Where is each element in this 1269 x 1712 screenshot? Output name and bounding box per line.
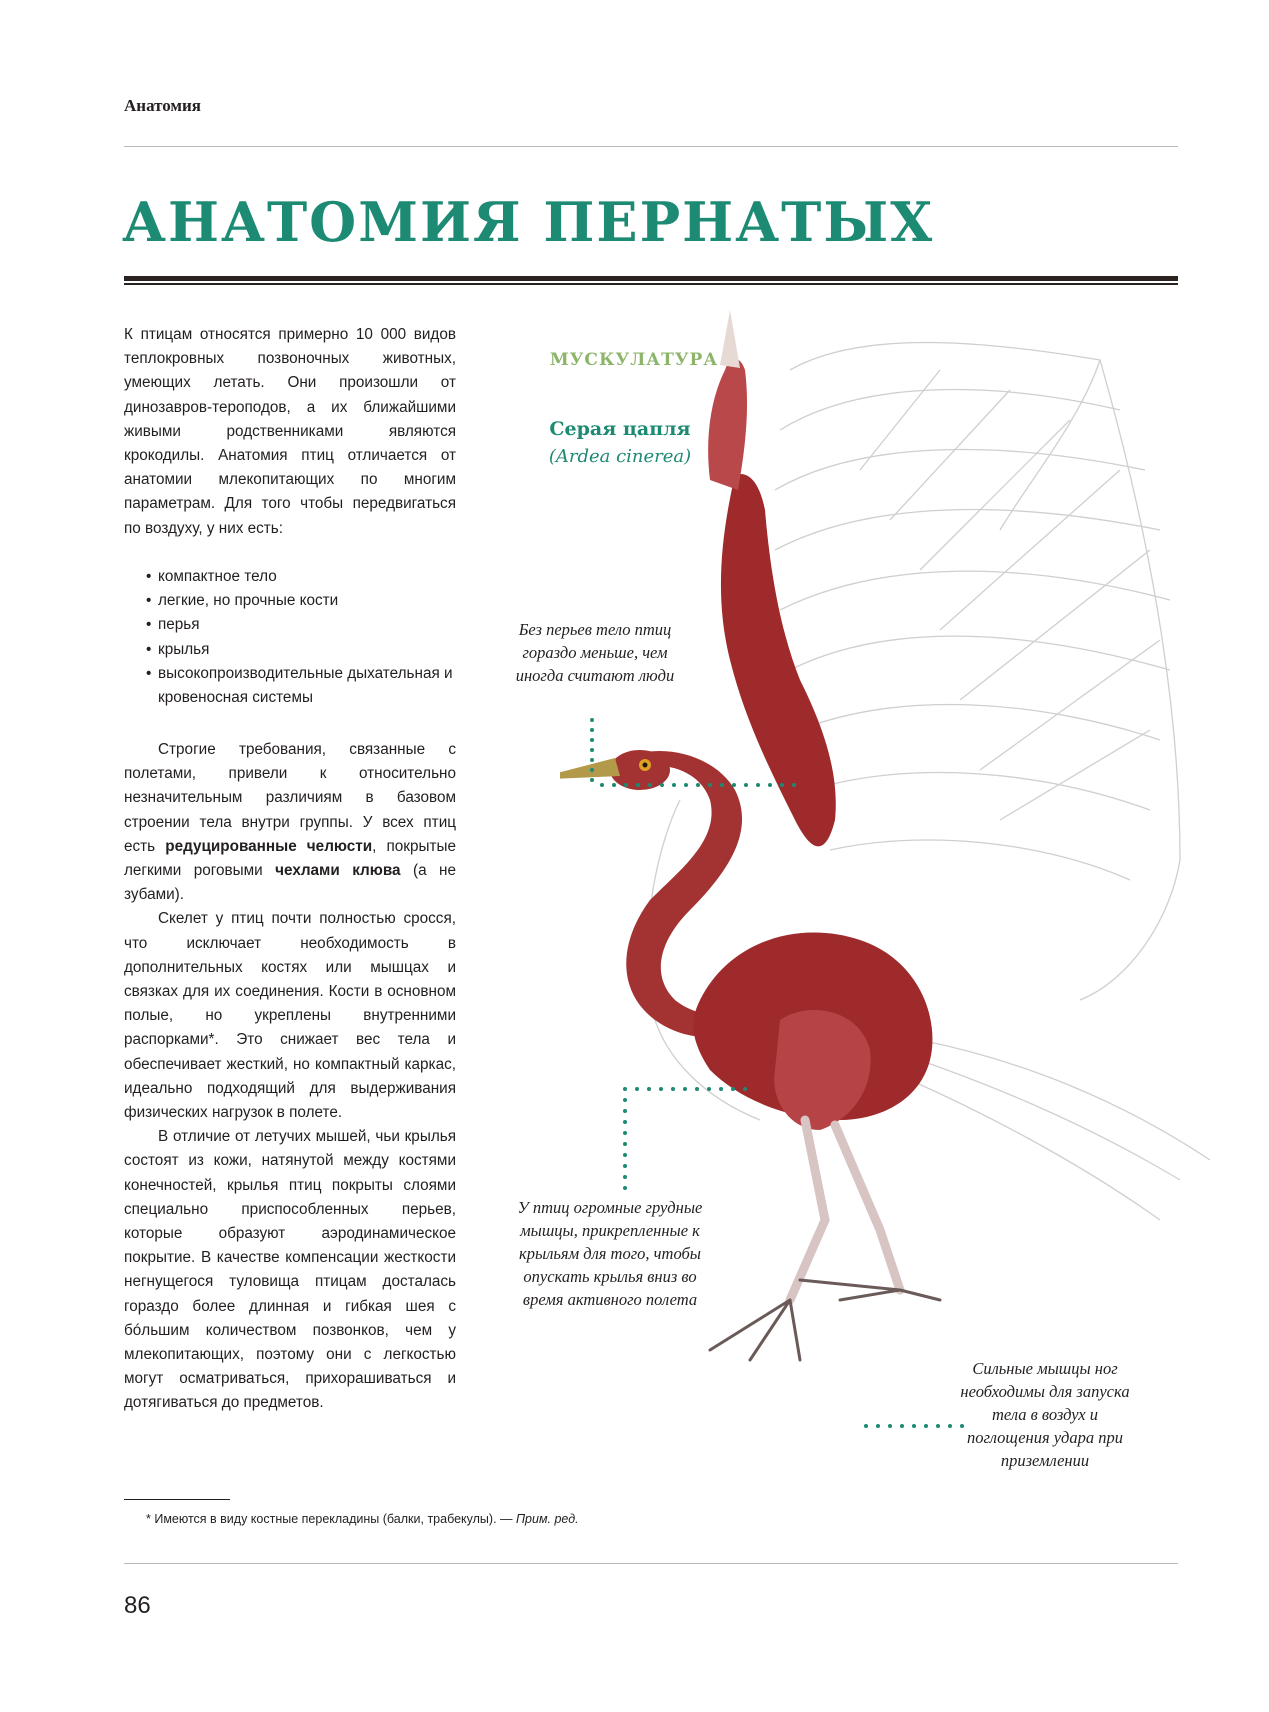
title-rule-thin (124, 283, 1178, 285)
list-item: • компактное тело (124, 565, 456, 589)
beak (560, 758, 620, 780)
list-item: • легкие, но прочные кости (124, 589, 456, 613)
intro-text: К птицам относятся примерно 10 000 видов теплокровных позвоночных животных, умеющих летать. Они произошли от динозавров-тероподов, а их ближайшими живыми родственниками являются крокодилы. Анатомия птиц отличается от анатомии млекопитающих по многим параметрам. Для того чтобы передвигаться по воздуху, у них есть: (124, 326, 456, 537)
page-number: 86 (124, 1592, 151, 1619)
heron-muscle-illustration (560, 300, 1220, 1500)
figure-subhead: МУСКУЛАТУРА (549, 350, 719, 370)
list-item: • крылья (124, 638, 456, 662)
footnote-rule (124, 1499, 230, 1500)
paragraph-flight: Строгие требования, связанные с полетами, привели к относительно незначительным различиям в базовом строении тела внутри группы. У всех птиц есть редуцированные челюсти, покрытые легкими роговыми чехлами клюва (а не зубами). (124, 741, 456, 904)
section-header: Анатомия (124, 96, 202, 115)
title-rule (124, 276, 1178, 281)
page-title: АНАТОМИЯ ПЕРНАТЫХ (122, 190, 935, 254)
footnote: * Имеются в виду костные перекладины (балки, трабекулы). — Прим. ред. (146, 1512, 579, 1526)
header-divider (124, 146, 1178, 147)
callout-body-size: Без перьев тело птиц гораздо меньше, чем иногда считают люди (515, 620, 675, 685)
feet (710, 1280, 940, 1360)
species-latin-name: (Ardea cinerea) (548, 446, 692, 467)
list-item: • высокопроизводительные дыхательная и кровеносная системы (124, 662, 456, 710)
footer-divider (124, 1563, 1178, 1564)
species-name: Серая цапля (549, 418, 691, 440)
body-paragraphs (124, 738, 456, 1416)
legs (790, 1120, 900, 1300)
paragraph-feathers: В отличие от летучих мышей, чьи крылья состоят из кожи, натянутой между костями конечностей, крылья птиц покрыты слоями специально приспособленных перьев, которые образуют аэродинамическое покрытие. В качестве компенсации жесткости негнущегося туловища птицам досталась гораздо более длинная и гибкая шея с бóльшим количеством позвонков, чем у млекопитающих, поэтому они с легкостью могут осматриваться, прихорашиваться и дотягиваться до предметов. (124, 1128, 456, 1412)
intro-paragraph (124, 323, 456, 541)
callout-leg-muscles: Сильные мышцы ног необходимы для запуска тела в воздух и поглощения удара при приземлении (960, 1359, 1130, 1470)
paragraph-skeleton: Скелет у птиц почти полностью сросся, что исключает необходимость в дополнительных костях или мышцах и связках для их соединения. Кости в основном полые, но укреплены внутренними распорками*. Это снижает вес тела и обеспечивает жесткий, но компактный каркас, идеально подходящий для выдерживания физических нагрузок в полете. (124, 910, 456, 1122)
feature-list (124, 565, 456, 710)
list-item: • перья (124, 613, 456, 637)
head (610, 750, 670, 790)
callout-chest-muscles: У птиц огромные грудные мышцы, прикрепленные к крыльям для того, чтобы опускать крылья вниз во время активного полета (517, 1198, 703, 1309)
wing-muscle (721, 474, 836, 846)
